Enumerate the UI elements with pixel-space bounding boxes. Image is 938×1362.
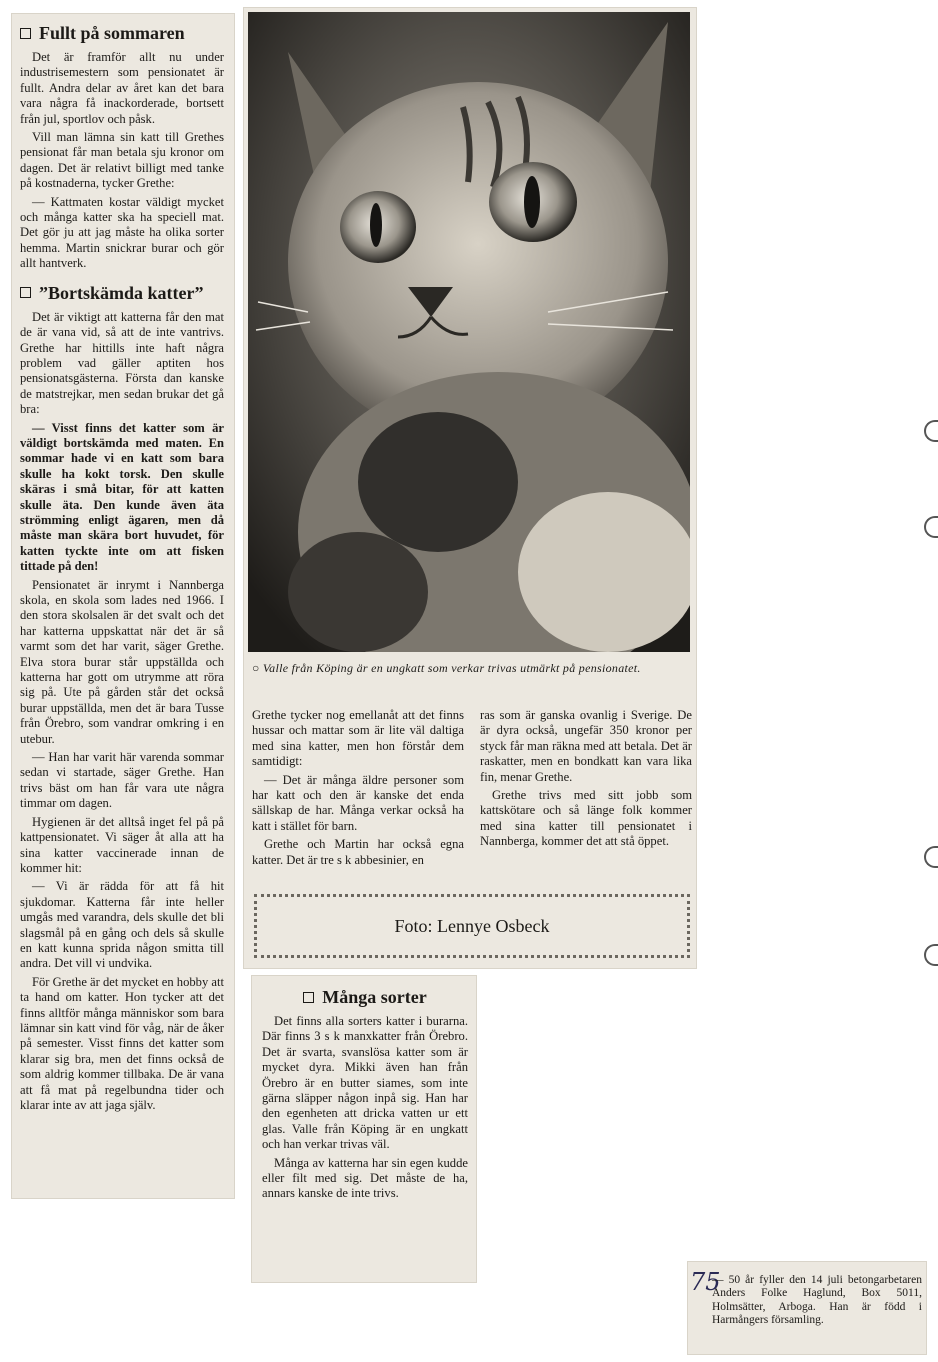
kitten-photo bbox=[248, 12, 690, 652]
binder-ring-icon bbox=[924, 420, 938, 442]
kitten-illustration bbox=[248, 12, 690, 652]
bold-quote: — Visst finns det katter som är väldigt bortskämda med maten. En sommar hade vi en katt som bara skulle ha kokt torsk. Den skulle skäras i små bitar, för att katten skulle äta. Den kunde även äta strömming enligt ägaren, men då måste man skära bort huvudet, för katten tyckte inte om att fisken tittade på den! bbox=[20, 420, 224, 574]
paragraph: Många av katterna har sin egen kudde eller filt med sig. Det måste de ha, annars kanske de inte trivs. bbox=[262, 1155, 468, 1201]
section-heading-manga bbox=[262, 986, 468, 1008]
binder-ring-icon bbox=[924, 846, 938, 868]
handwritten-number: 75 bbox=[690, 1268, 721, 1296]
paragraph: Det finns alla sorters katter i burarna. Där finns 3 s k manxkatter från Örebro. Det är svarta, svanslösa katter som är mycket dyra. Mikki även han från Örebro är en butter siames, som inte gärna släpper någon inpå sig. Han har den egenheten att dricka vatten ur ett glas. Valle från Köping är en ungkatt och han verkar trivas väl. bbox=[262, 1014, 468, 1152]
photo-credit-box bbox=[254, 894, 690, 958]
paragraph: Det är framför allt nu under industrisemestern som pensionatet är fullt. Andra delar av året kan det bara vara några få inackorderade, bortsett från jul, sportlov och påsk. bbox=[20, 50, 224, 126]
paragraph: ras som är ganska ovanlig i Sverige. De är dyra också, ungefär 350 kronor per styck får man räkna med att betala. Det är raskatter, men en bondkatt kan vara lika fin, menar Grethe. bbox=[480, 708, 692, 784]
section-heading-fullt bbox=[20, 22, 224, 44]
binder-ring-icon bbox=[924, 516, 938, 538]
paragraph: — Vi är rädda för att få hit sjukdomar. Katterna får inte heller umgås med varandra, dels skulle det bli slagsmål på en gång och dels så skulle en katt kunna sprida någon smitta till andra. Det vill vi undvika. bbox=[20, 879, 224, 971]
paragraph: Det är viktigt att katterna får den mat de är vana vid, så att de inte vantrivs. Grethe har hittills inte haft några problem vad gäller aptiten hos pensionatsgästerna. Första dan kanske de matstrejkar, men sedan brukar det gå bra: bbox=[20, 309, 224, 417]
paragraph: — Han har varit här varenda sommar sedan vi startade, säger Grethe. Han trivs bäst om han får vara ute några timmar om dagen. bbox=[20, 750, 224, 811]
section-title: ”Bortskämda katter” bbox=[39, 282, 204, 303]
many-sorts-clipping bbox=[252, 976, 476, 1282]
birthday-notice bbox=[688, 1262, 926, 1354]
section-title: Många sorter bbox=[322, 987, 427, 1007]
paragraph: — Det är många äldre personer som har katt och den är kanske det enda sällskap de har. Många verkar också ha katt i stället för barn. bbox=[252, 772, 464, 833]
checkbox-square-icon bbox=[20, 28, 31, 39]
left-column-clipping bbox=[12, 14, 234, 1198]
photo-caption: ○ Valle från Köping är en ungkatt som verkar trivas utmärkt på pensionatet. bbox=[252, 661, 641, 675]
paragraph: — Kattmaten kostar väldigt mycket och många katter ska ha speciell mat. Det gör ju att jag måste ha olika sorter hemma. Martin snickrar burar och gör allt hantverk. bbox=[20, 194, 224, 271]
middle-column-1 bbox=[252, 708, 464, 871]
checkbox-square-icon bbox=[20, 287, 31, 298]
paragraph: För Grethe är det mycket en hobby att ta hand om katter. Hon tycker att det finns alltför många människor som bara lämnar sin katt vind för våg, när de åker på semester. Visst finns det katter som klarar sig bra, men det finns också de som aldrig kommer tillbaka. De är vana att få mat på regelbundna tider och klarar inte av att jaga själv. bbox=[20, 974, 224, 1112]
checkbox-square-icon bbox=[303, 992, 314, 1003]
paragraph: Grethe tycker nog emellanåt att det finns hussar och mattar som är lite väl daltiga med sina katter, men hon förstår dem samtidigt: bbox=[252, 708, 464, 769]
paragraph: Grethe och Martin har också egna katter. Det är tre s k abbesinier, en bbox=[252, 837, 464, 867]
section-heading-bortskamda bbox=[20, 282, 224, 304]
section-title: Fullt på sommaren bbox=[39, 23, 185, 43]
middle-column-2 bbox=[480, 708, 692, 853]
notice-text: — 50 år fyller den 14 juli betongarbetaren Anders Folke Haglund, Box 5011, Holmsätter, Arboga. Han är född i Harmångers församling. bbox=[712, 1274, 922, 1327]
paragraph: Vill man lämna sin katt till Grethes pensionat får man betala sju kronor om dagen. Det är relativt billigt med tanke på kostnaderna, tycker Grethe: bbox=[20, 130, 224, 191]
paragraph: Hygienen är det alltså inget fel på på kattpensionatet. Vi säger åt alla att ha sina katter vaccinerade innan de kommer hit: bbox=[20, 814, 224, 875]
binder-ring-icon bbox=[924, 944, 938, 966]
photo-credit: Foto: Lennye Osbeck bbox=[394, 915, 550, 936]
paragraph: Grethe trivs med sitt jobb som kattskötare och så länge folk kommer med sina katter till pensionatet i Nannberga, kommer det att stå öppet. bbox=[480, 788, 692, 849]
paragraph: Pensionatet är inrymt i Nannberga skola, en skola som lades ned 1966. I den stora skolsalen är det svalt och det har katterna uppskattat när det är så varmt som det har varit, säger Grethe. Elva stora burar står uppställda och katterna har gott om utrymme att röra sig på. Ute på gården står det också burar uppställda, men det är bara Tusse från Örebro, som vandrar omkring i en utebur. bbox=[20, 577, 224, 746]
